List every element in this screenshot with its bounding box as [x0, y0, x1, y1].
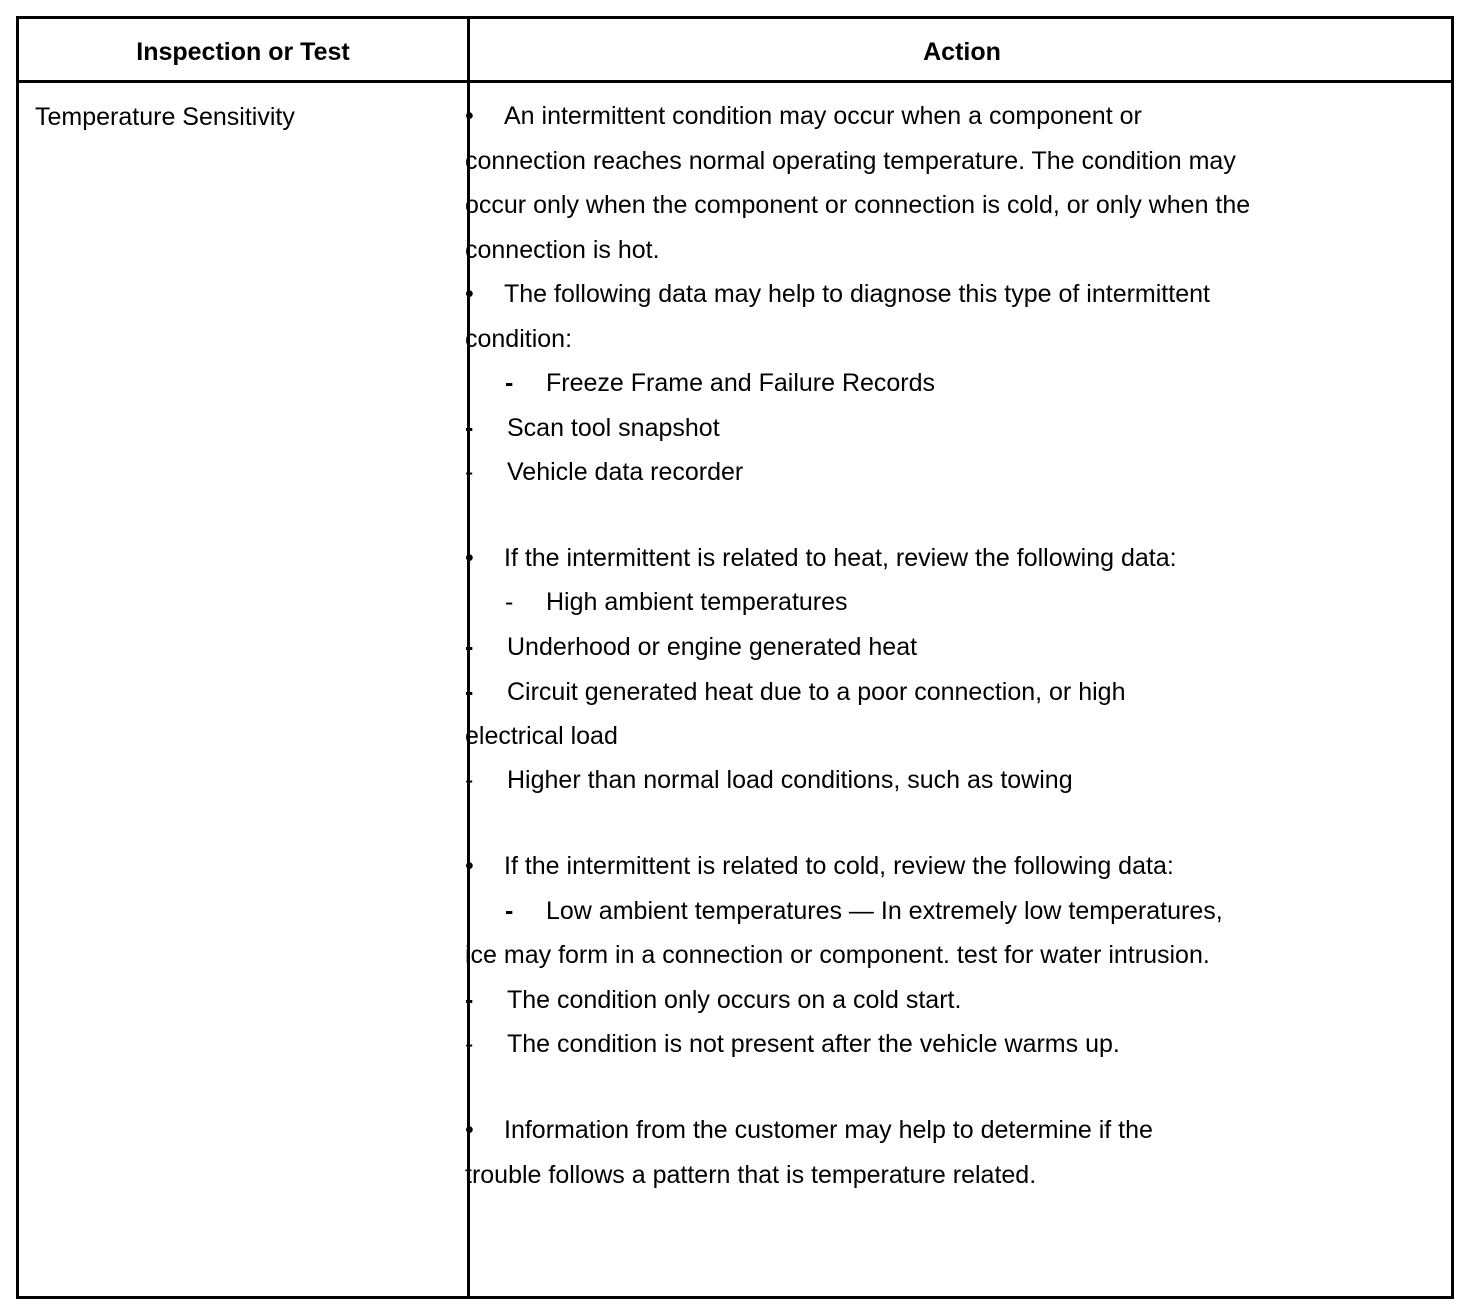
- dash-marker: -: [465, 414, 474, 442]
- action-line: [465, 324, 572, 354]
- header-inspection-or-test: Inspection or Test: [136, 38, 350, 66]
- action-text: If the intermittent is related to cold, review the following data:: [504, 852, 1174, 880]
- action-text: Low ambient temperatures — In extremely low temperatures,: [546, 897, 1223, 925]
- action-text: The following data may help to diagnose this type of intermittent: [504, 280, 1210, 308]
- bullet-marker: •: [465, 280, 474, 308]
- dash-marker: -: [465, 633, 474, 661]
- inspection-cell: Temperature Sensitivity: [35, 103, 295, 131]
- action-text: connection is hot.: [465, 236, 660, 264]
- bullet-marker: •: [465, 1116, 474, 1144]
- bullet-marker: •: [465, 544, 474, 572]
- action-text: Underhood or engine generated heat: [507, 633, 918, 661]
- action-line: [465, 940, 1210, 970]
- dash-marker: -: [465, 986, 474, 1014]
- action-text: Information from the customer may help to determine if the: [504, 1116, 1153, 1144]
- dash-marker: -: [465, 678, 474, 706]
- bullet-marker: •: [465, 852, 474, 880]
- action-line: [465, 146, 1236, 176]
- action-line: [465, 721, 618, 751]
- header-action: Action: [923, 38, 1001, 66]
- action-text: High ambient temperatures: [546, 588, 848, 616]
- dash-marker: -: [465, 458, 474, 486]
- action-text: Vehicle data recorder: [507, 458, 744, 486]
- action-text: condition:: [465, 325, 573, 353]
- action-text: occur only when the component or connection is cold, or only when the: [465, 191, 1251, 219]
- action-text: Scan tool snapshot: [507, 414, 720, 442]
- action-text: ice may form in a connection or component. test for water intrusion.: [465, 941, 1210, 969]
- header-divider: [19, 80, 1451, 83]
- action-text: If the intermittent is related to heat, review the following data:: [504, 544, 1177, 572]
- dash-marker: -: [465, 766, 474, 794]
- action-text: The condition is not present after the vehicle warms up.: [507, 1030, 1120, 1058]
- action-text: An intermittent condition may occur when a component or: [504, 102, 1142, 130]
- action-text: Circuit generated heat due to a poor connection, or high: [507, 678, 1126, 706]
- action-text: The condition only occurs on a cold start.: [507, 986, 962, 1014]
- action-line: [465, 190, 1250, 220]
- action-line: [465, 1160, 1036, 1190]
- action-text: Higher than normal load conditions, such as towing: [507, 766, 1073, 794]
- dash-marker: -: [465, 1030, 474, 1058]
- action-text: electrical load: [465, 722, 618, 750]
- action-line: [465, 235, 660, 265]
- dash-marker: -: [505, 369, 514, 397]
- dash-marker: -: [505, 897, 514, 925]
- action-text: Freeze Frame and Failure Records: [546, 369, 936, 397]
- action-text: trouble follows a pattern that is temperature related.: [465, 1161, 1037, 1189]
- action-text: connection reaches normal operating temperature. The condition may: [465, 147, 1236, 175]
- dash-marker: -: [505, 588, 514, 616]
- bullet-marker: •: [465, 102, 474, 130]
